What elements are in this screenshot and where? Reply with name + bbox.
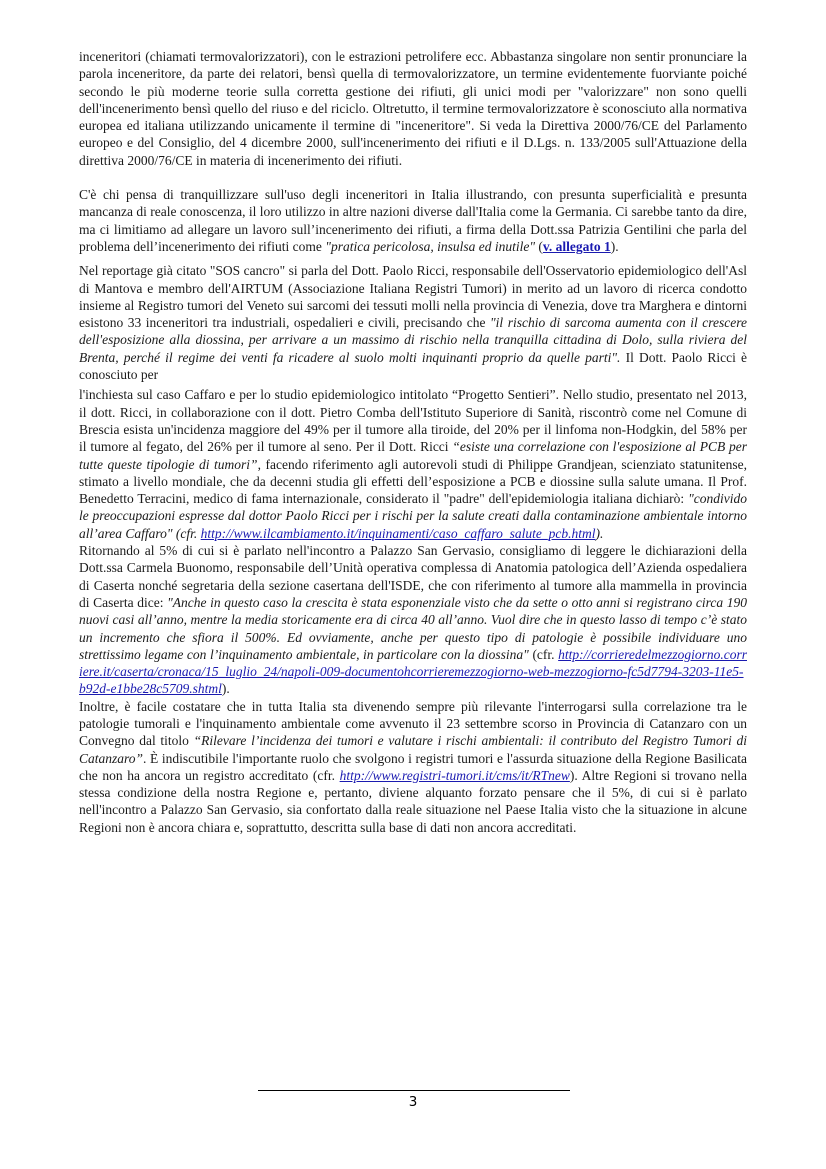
paragraph-text: , facendo riferimento agli autorevoli studi di Philippe Grandjean, scienziato statunitense, stimato a livello mondiale, che da decenni studia gli effetti dell’esposizione a PCB e diossine sulla salute umana. Il Prof. Benedetto Terracini, medico di fama internazionale, considerato il "padre" dell'epidemiologia italiana dichiarò: xyxy=(79,456,748,507)
paragraph-text: ). Altre Regioni si trovano nella stessa condizione della nostra Regione e, pertanto, diviene alquanto forzato pensare che il 5%, di cui si è parlato nell'incontro a Palazzo San Gervasio, sia confortato dalla reale situazione nel Paese Italia visto che la situazione in alcune Regioni non è ancora chiara e, soprattutto, descritta sulla base di dati non ancora accreditati. xyxy=(79,767,747,835)
paragraph-registri-tumori xyxy=(79,698,747,836)
paragraph-text: C'è chi pensa di tranquillizzare sull'uso degli inceneritori in Italia illustrando, con presunta superficialità e presunta mancanza di reale conoscenza, il loro utilizzo in altre nazioni diverse dall'Italia come la Germania. Ci sarebbe tanto da dire, ma ci limitiamo ad allegare un lavoro sull’incenerimento dei rifiuti, a firma della Dott.ssa Patrizia Gentilini che parla del problema dell’incenerimento dei rifiuti come xyxy=(79,187,747,254)
paren-open: (cfr. xyxy=(528,646,559,662)
paragraph-text: inceneritori (chiamati termovalorizzatori), con le estrazioni petrolifere ecc. Abbastanza singolare non sentir pronunciare la parola inceneritore, da parte dei relatori, bensì quella di termovalorizzatore, un termine evidentemente fuorviante poiché secondo le più moderne teorie sulla corretta gestione dei rifiuti, gli unici modi per "valorizzare" non sono quelli dell'incenerimento bensì quello del riuso e del riciclo. Oltretutto, il termine termovalorizzatore è sconosciuto alla normativa europea ed italiana utilizzando unicamente il termine di "inceneritore". Si veda la Direttiva 2000/76/CE del Parlamento europeo e del Consiglio, del 4 dicembre 2000, sull'incenerimento dei rifiuti e il D.Lgs. n. 133/2005 sull'Attuazione della direttiva 2000/76/CE in materia di incenerimento dei rifiuti. xyxy=(79,49,747,168)
ilcambiamento-link[interactable]: http://www.ilcambiamento.it/inquinamenti/caso_caffaro_salute_pcb.html xyxy=(200,525,596,541)
page-number: 3 xyxy=(408,1094,418,1110)
paragraph-text: Ritornando al 5% di cui si è parlato nell'incontro a Palazzo San Gervasio, consigliamo di leggere le dichiarazioni della Dott.ssa Carmela Buonomo, responsabile dell’Unità operativa complessa di Anatomia patologica dell’Azienda ospedaliera di Caserta nonché segretaria della sezione casertana dell'ISDE, che con riferimento al tumore alla mammella in provincia di Caserta dice: xyxy=(79,543,747,610)
document-body xyxy=(79,48,747,836)
paragraph-text: Inoltre, è facile costatare che in tutta Italia sta divenendo sempre più rilevante l'interrogarsi sulla correlazione tra le patologie tumorali e l'inquinamento ambientale come avvenuto il 23 settembre scorso in Provincia di Catanzaro con un Convegno dal titolo xyxy=(79,698,747,749)
footer-divider xyxy=(258,1090,570,1091)
paren-close: ). xyxy=(595,525,604,541)
paragraph-text: l'inchiesta sul caso Caffaro e per lo studio epidemiologico intitolato “Progetto Sentieri”. Nello studio, presentato nel 2013, il dott. Ricci, in collaborazione con il dott. Pietro Comba dell'Istituto Superiore di Sanità, riscontrò come nel Comune di Brescia esista un'incidenza maggiore del 49% per il tumore alla tiroide, del 20% per il linfoma non-Hodgkin, del 58% per il tumore al fegato, del 26% per il tumore al seno. Per il Dott. Ricci xyxy=(79,387,747,455)
paren-close: ). xyxy=(610,238,619,254)
paragraph-gentilini xyxy=(79,186,747,255)
paragraph-text: . È indiscutibile l'importante ruolo che svolgono i registri tumori e l'assurda situazione della Regione Basilicata che non ha ancora un registro accreditato (cfr. xyxy=(79,750,747,783)
paragraph-tail: Il Dott. Paolo Ricci è conosciuto per xyxy=(79,349,747,383)
paragraph-caffaro xyxy=(79,386,747,542)
paragraph-text: Nel reportage già citato "SOS cancro" si parla del Dott. Paolo Ricci, responsabile dell'Osservatorio epidemiologico dell'Asl di Mantova e membro dell'AIRTUM (Associazione Italiana Registri Tumori) in merito ad un lavoro di ricerca condotto insieme al Registro tumori del Veneto sui sarcomi dei tessuti molli nella provincia di Venezia, dove tra Marghera e dintorni esistono 33 inceneritori tra industriali, ospedalieri e civili, precisando che xyxy=(79,263,747,331)
quote: "il rischio di sarcoma aumenta con il crescere dell'esposizione alla diossina, per arrivare a un massimo di rischio nella tranquilla cittadina di Dolo, sulla riviera del Brenta, perché il regime dei venti fa ricadere al suolo molti inquinanti proprio da quelle parti". xyxy=(79,315,747,365)
attachment-link[interactable]: v. allegato 1 xyxy=(542,238,611,254)
paragraph-buonomo xyxy=(79,542,747,698)
corriere-link[interactable]: http://corrieredelmezzogiorno.corriere.it/caserta/cronaca/15_luglio_24/napoli-009-documentohcorrieremezzogiorno-web-mezzogiorno-fc5d7794-3203-11e5-b92d-e1bbe28c5709.shtml xyxy=(79,646,747,697)
quote: “esiste una correlazione con l'esposizione al PCB per tutte queste tipologie di tumori” xyxy=(79,439,748,472)
paragraph-ricci-sarcoma xyxy=(79,262,747,383)
quote: "condivido le preoccupazioni espresse dal dottor Paolo Ricci per i rischi per la salute creati dalla contaminazione ambientale intorno all’area Caffaro" (cfr. xyxy=(79,491,747,541)
paragraph-incinerators-terminology xyxy=(79,48,747,169)
paren-open: ( xyxy=(535,238,543,254)
paren-close: ). xyxy=(221,681,230,697)
quote: “Rilevare l’incidenza dei tumori e valutare i rischi ambientali: il contributo del Registro Tumori di Catanzaro” xyxy=(79,733,747,766)
quote: "pratica pericolosa, insulsa ed inutile" xyxy=(325,238,535,254)
registri-tumori-link[interactable]: http://www.registri-tumori.it/cms/it/RTnew xyxy=(339,767,570,783)
quote: "Anche in questo caso la crescita è stata esponenziale visto che da sette o otto anni si registrano circa 190 nuovi casi all’anno, mentre la media storicamente era di circa 40 all’anno. Vuol dire che in questo lasso di tempo c’è stato un incremento che sfiora il 500%. Ed ovviamente, anche per questo tipo di patologie è possibile individuare uno strettissimo legame con l’inquinamento ambientale, in particolare con la diossina" xyxy=(79,594,748,662)
